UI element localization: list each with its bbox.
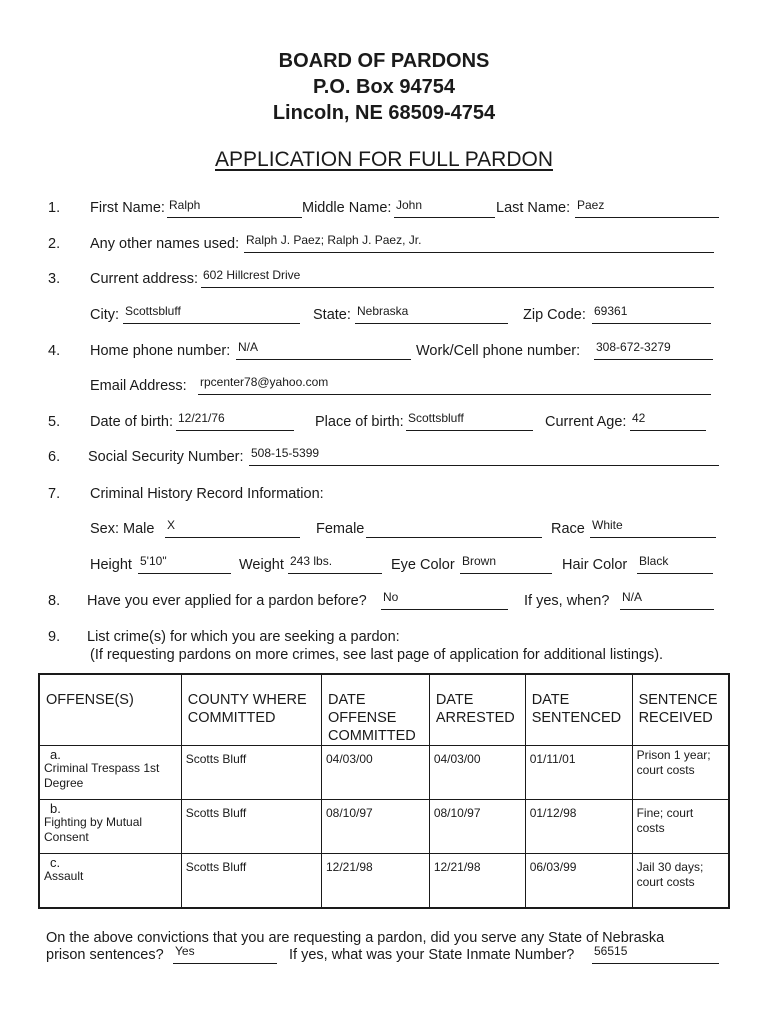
q4-number: 4. [48,343,61,359]
middle-name-label: Middle Name: [302,200,392,216]
email-label: Email Address: [90,378,187,394]
race-label: Race [551,521,585,537]
female-label: Female [316,521,365,537]
work-phone-label: Work/Cell phone number: [416,343,581,359]
arrested-cell[interactable]: 04/03/00 [429,746,525,800]
sentence-cell[interactable]: Jail 30 days; court costs [632,854,729,908]
last-name-field[interactable]: Paez [575,200,719,218]
header-city: Lincoln, NE 68509-4754 [272,102,496,124]
offense-text: Criminal Trespass 1st Degree [44,761,160,790]
age-field[interactable]: 42 [630,413,706,431]
dob-label: Date of birth: [90,414,174,430]
offense-text: Fighting by Mutual Consent [44,815,143,844]
hair-color-field[interactable]: Black [637,556,713,574]
header-county: COUNTY WHERE COMMITTED [181,674,321,746]
city-field[interactable]: Scottsbluff [123,306,300,324]
header-date-committed: DATE OFFENSE COMMITTED [321,674,429,746]
height-field[interactable]: 5'10" [138,556,231,574]
sentenced-cell[interactable]: 06/03/99 [525,854,632,908]
committed-cell[interactable]: 12/21/98 [321,854,429,908]
race-field[interactable]: White [590,520,716,538]
sentence-cell[interactable]: Fine; court costs [632,800,729,854]
eye-color-label: Eye Color [391,557,455,573]
zip-label: Zip Code: [523,307,586,323]
state-field[interactable]: Nebraska [355,306,508,324]
q1-number: 1. [48,200,61,216]
hair-color-label: Hair Color [562,557,628,573]
state-label: State: [313,307,351,323]
weight-label: Weight [239,557,284,573]
first-name-field[interactable]: Ralph [167,200,302,218]
city-label: City: [90,307,119,323]
criminal-history-label: Criminal History Record Information: [90,486,324,502]
offense-text: Assault [44,869,84,883]
county-cell[interactable]: Scotts Bluff [181,800,321,854]
sentenced-cell[interactable]: 01/12/98 [525,800,632,854]
other-names-field[interactable]: Ralph J. Paez; Ralph J. Paez, Jr. [244,235,714,253]
form-title: APPLICATION FOR FULL PARDON [215,148,553,171]
crimes-label: List crime(s) for which you are seeking a pardon: [87,629,400,645]
q9-number: 9. [48,629,61,645]
sentenced-cell[interactable]: 01/11/01 [525,746,632,800]
other-names-label: Any other names used: [90,236,240,252]
prison-sentences-label: prison sentences? [46,947,164,963]
home-phone-field[interactable]: N/A [236,342,411,360]
email-field[interactable]: rpcenter78@yahoo.com [198,377,711,395]
weight-field[interactable]: 243 lbs. [288,556,382,574]
sentence-cell[interactable]: Prison 1 year; court costs [632,746,729,800]
address-label: Current address: [90,271,198,287]
pob-label: Place of birth: [315,414,404,430]
male-field[interactable]: X [165,520,300,538]
crimes-table [38,673,730,909]
ssn-label: Social Security Number: [88,449,244,465]
eye-color-field[interactable]: Brown [460,556,552,574]
q3-number: 3. [48,271,61,287]
work-phone-field[interactable]: 308-672-3279 [594,342,713,360]
committed-cell[interactable]: 04/03/00 [321,746,429,800]
q2-number: 2. [48,236,61,252]
inmate-number-label: If yes, what was your State Inmate Number? [289,947,575,963]
female-field[interactable] [366,520,542,538]
prior-pardon-label: Have you ever applied for a pardon before? [87,593,367,609]
county-cell[interactable]: Scotts Bluff [181,746,321,800]
offense-cell[interactable] [39,800,181,854]
row-letter: a. [50,747,61,762]
dob-field[interactable]: 12/21/76 [176,413,294,431]
home-phone-label: Home phone number: [90,343,231,359]
prior-pardon-field[interactable]: No [381,592,508,610]
q6-number: 6. [48,449,61,465]
table-row [39,800,729,854]
header-offense: OFFENSE(S) [39,674,181,746]
row-letter: b. [50,801,61,816]
when-label: If yes, when? [524,593,610,609]
sex-male-label: Sex: Male [90,521,155,537]
offense-cell[interactable] [39,854,181,908]
crimes-note: (If requesting pardons on more crimes, see last page of application for additional listings). [90,647,664,663]
row-letter: c. [50,855,61,870]
prison-served-field[interactable]: Yes [173,946,277,964]
height-label: Height [90,557,132,573]
table-row [39,854,729,908]
arrested-cell[interactable]: 12/21/98 [429,854,525,908]
table-row [39,746,729,800]
q8-number: 8. [48,593,61,609]
q5-number: 5. [48,414,61,430]
header-sentence: SENTENCE RECEIVED [632,674,729,746]
arrested-cell[interactable]: 08/10/97 [429,800,525,854]
county-cell[interactable]: Scotts Bluff [181,854,321,908]
age-label: Current Age: [545,414,627,430]
table-header-row [39,674,729,746]
last-name-label: Last Name: [496,200,571,216]
header-board-name: BOARD OF PARDONS [278,50,490,72]
first-name-label: First Name: [90,200,165,216]
ssn-field[interactable]: 508-15-5399 [249,448,719,466]
address-field[interactable]: 602 Hillcrest Drive [201,270,714,288]
offense-cell[interactable] [39,746,181,800]
header-po-box: P.O. Box 94754 [313,76,455,98]
inmate-number-field[interactable]: 56515 [592,946,719,964]
zip-field[interactable]: 69361 [592,306,711,324]
prison-question-text: On the above convictions that you are requesting a pardon, did you serve any State of Nebraska [46,930,665,946]
header-date-sentenced: DATE SENTENCED [525,674,632,746]
when-field[interactable]: N/A [620,592,714,610]
committed-cell[interactable]: 08/10/97 [321,800,429,854]
middle-name-field[interactable]: John [394,200,495,218]
q7-number: 7. [48,486,61,502]
header-date-arrested: DATE ARRESTED [429,674,525,746]
pob-field[interactable]: Scottsbluff [406,413,533,431]
